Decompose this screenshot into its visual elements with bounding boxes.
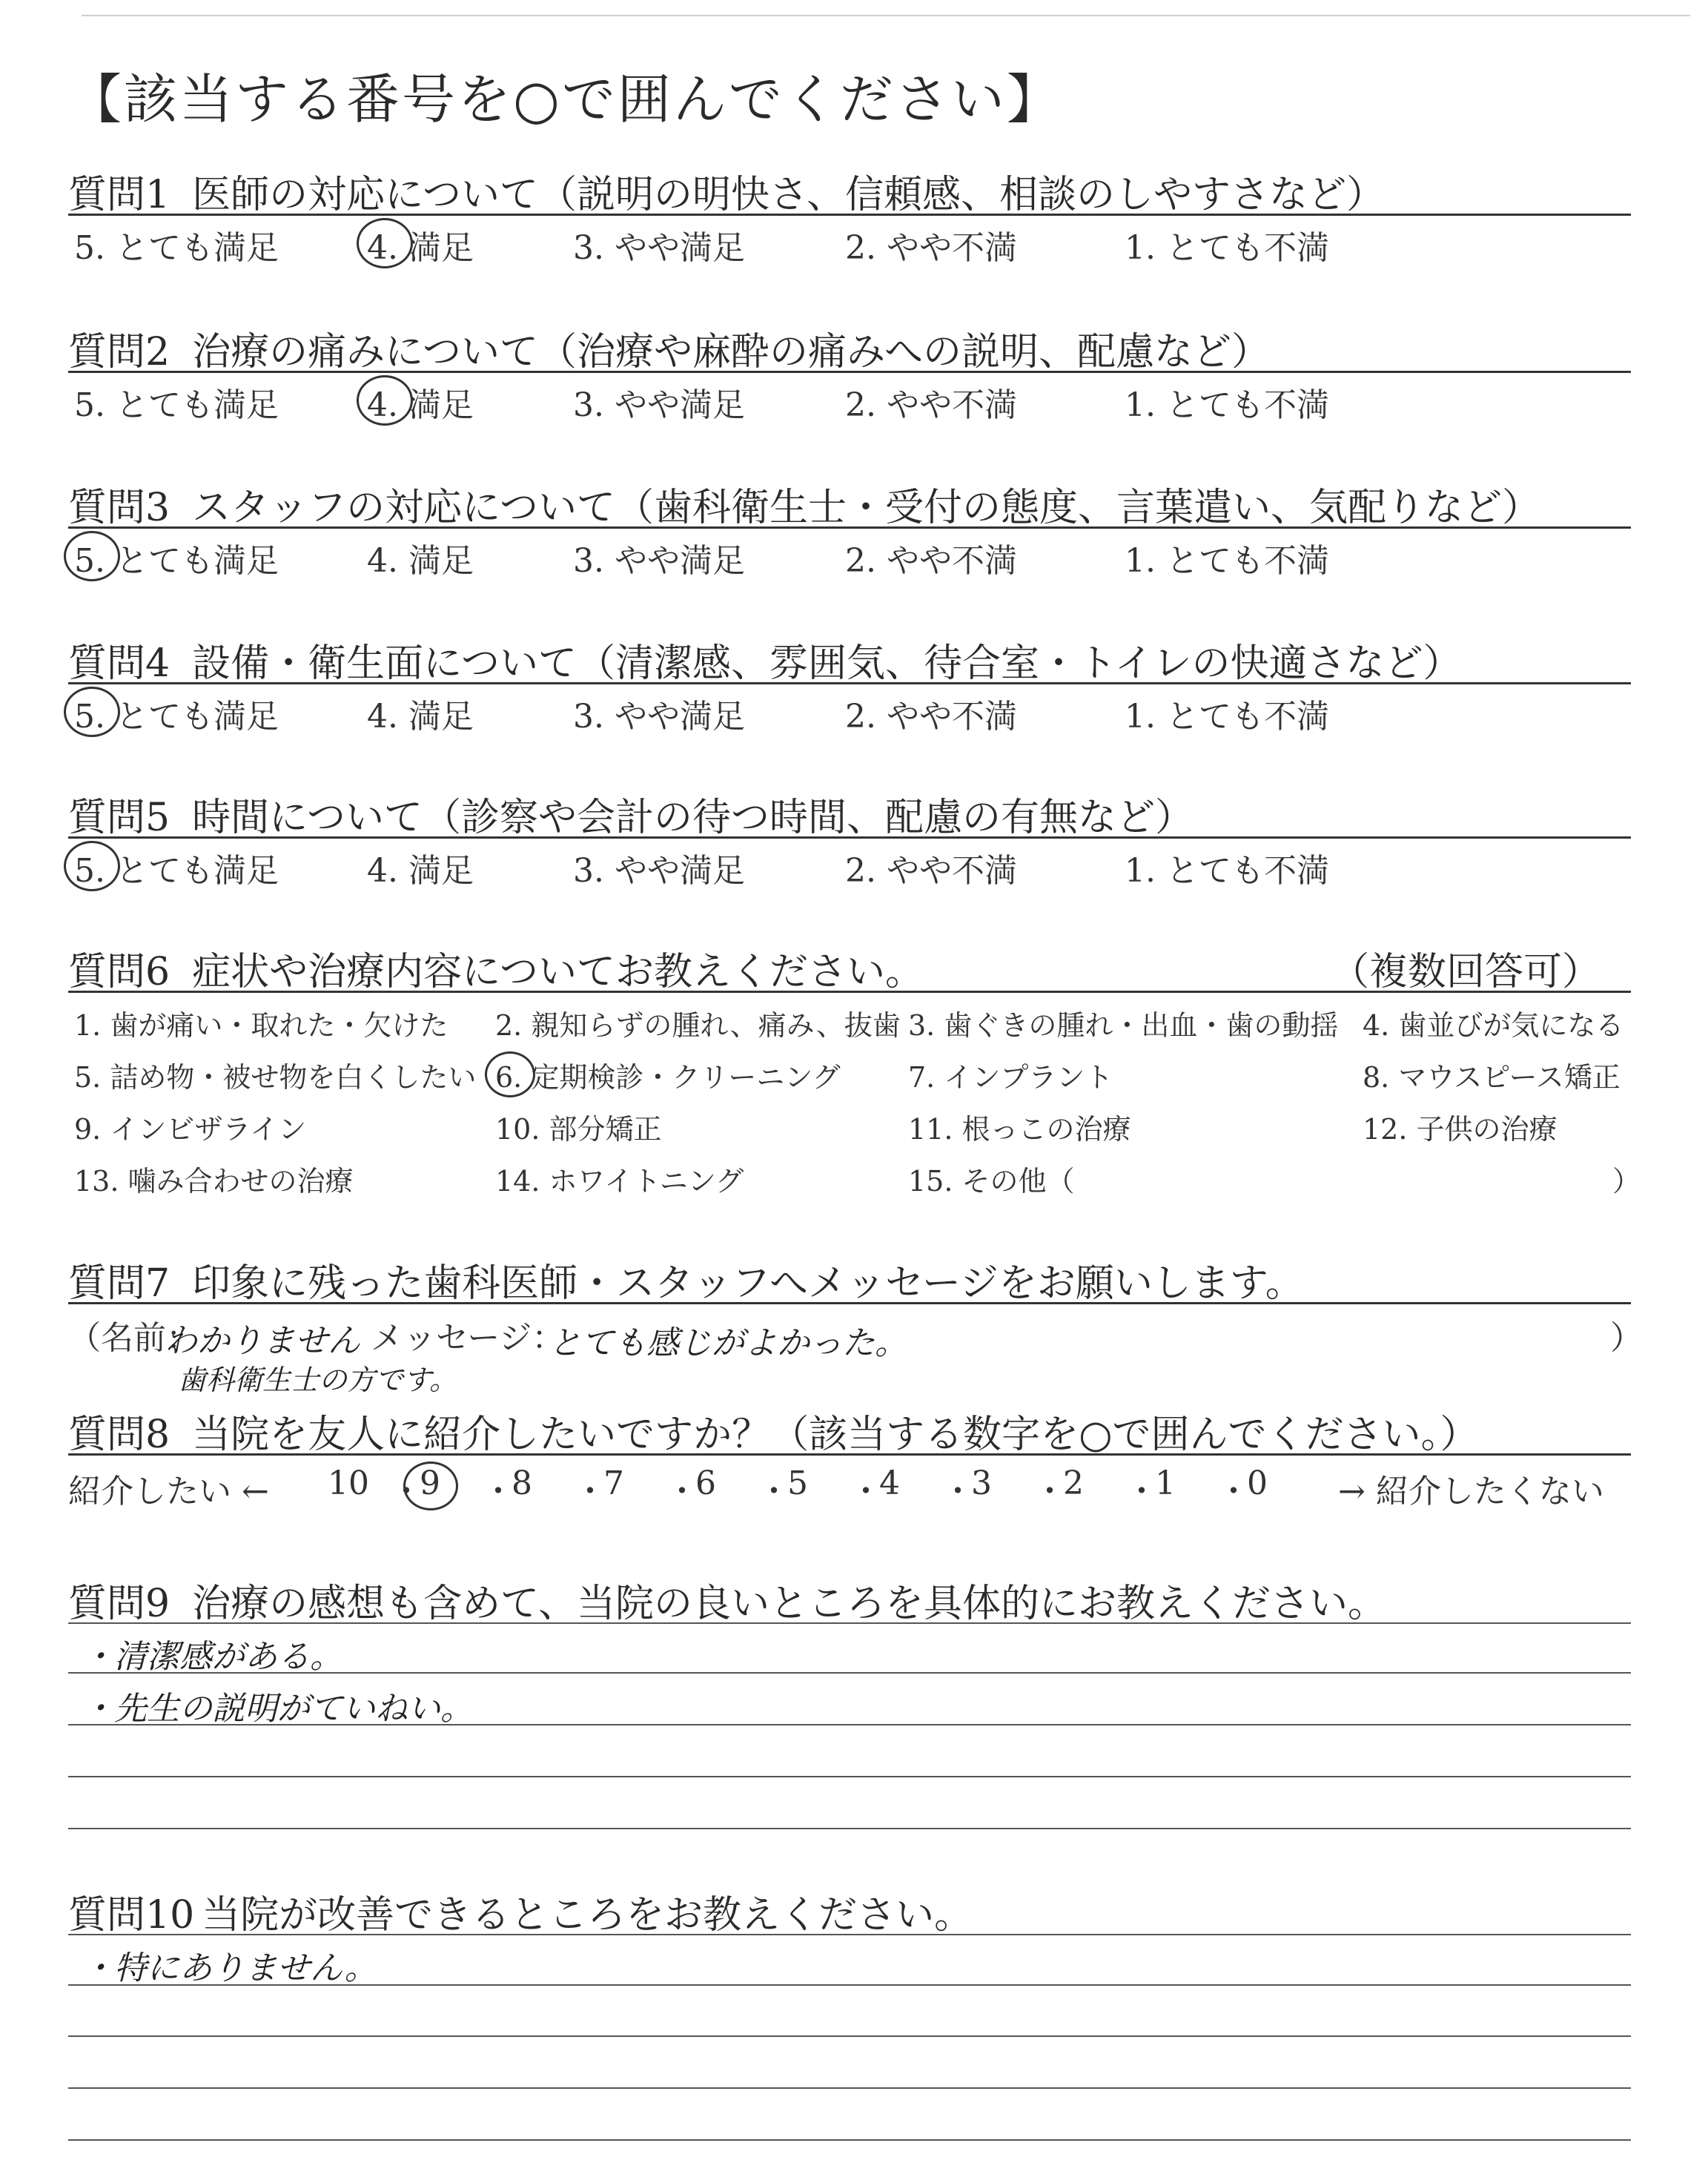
q7-name-value[interactable]: わかりません (165, 1322, 360, 1360)
q7-name-label: （名前： (68, 1319, 199, 1357)
q4-rule (68, 682, 1631, 684)
q7-close-paren: ） (1610, 1319, 1643, 1357)
q6-option-13[interactable]: 13. 噛み合わせの治療 (74, 1165, 354, 1198)
q8-scale-separator: ・ (390, 1473, 423, 1510)
q10-line-3 (68, 2035, 1631, 2037)
q3-rule (68, 526, 1631, 529)
q10-line-1 (68, 1934, 1631, 1935)
q7-name-value-2[interactable]: 歯科衛生士の方です。 (178, 1364, 457, 1396)
q5-number: 質問5 (68, 796, 171, 840)
q5-rule (68, 836, 1631, 839)
q8-scale-1[interactable]: 1 (1155, 1464, 1176, 1502)
q2-option-3[interactable]: 3. やや満足 (573, 386, 745, 424)
q7-text: 印象に残った歯科医師・スタッフへメッセージをお願いします。 (192, 1261, 1304, 1306)
q6-option-5[interactable]: 5. 詰め物・被せ物を白くしたい (74, 1061, 477, 1094)
q6-option-9[interactable]: 9. インビザライン (74, 1113, 307, 1146)
form-heading: 【該当する番号を○で囲んでください】 (68, 68, 1062, 131)
q6-option-7[interactable]: 7. インプラント (908, 1061, 1113, 1094)
q8-scale-5[interactable]: 5 (787, 1464, 808, 1502)
q8-scale-separator: ・ (1125, 1473, 1158, 1510)
q6-option-4[interactable]: 4. 歯並びが気になる (1363, 1009, 1624, 1042)
q4-selection-circle (64, 687, 120, 737)
q3-number: 質問3 (68, 486, 171, 530)
top-border (82, 15, 1690, 16)
q2-option-5[interactable]: 5. とても満足 (74, 386, 279, 424)
q3-option-2[interactable]: 2. やや不満 (845, 542, 1017, 580)
q6-option-2[interactable]: 2. 親知らずの腫れ、痛み、抜歯 (495, 1009, 901, 1042)
q6-option-11[interactable]: 11. 根っこの治療 (908, 1113, 1131, 1146)
q8-scale-0[interactable]: 0 (1247, 1464, 1268, 1502)
q8-scale-10[interactable]: 10 (328, 1464, 369, 1502)
q1-selection-circle (357, 218, 413, 268)
q4-option-3[interactable]: 3. やや満足 (573, 698, 745, 736)
q10-number: 質問10 (68, 1893, 195, 1938)
q8-scale-8[interactable]: 8 (512, 1464, 532, 1502)
q2-option-2[interactable]: 2. やや不満 (845, 386, 1017, 424)
q7-number: 質問7 (68, 1261, 171, 1306)
q8-scale-separator: ・ (574, 1473, 606, 1510)
q5-selection-circle (64, 841, 120, 891)
q4-title (68, 632, 1461, 687)
q4-option-4[interactable]: 4. 満足 (367, 698, 474, 736)
q9-answer-2[interactable]: ・先生の説明がていねい。 (82, 1690, 473, 1728)
q7-title (68, 1252, 1304, 1307)
q4-option-5[interactable]: 5. とても満足 (74, 698, 279, 736)
q2-option-1[interactable]: 1. とても不満 (1125, 386, 1329, 424)
q2-rule (68, 371, 1631, 373)
q6-number: 質問6 (68, 950, 171, 994)
q3-option-3[interactable]: 3. やや満足 (573, 542, 745, 580)
q8-number: 質問8 (68, 1413, 171, 1457)
q3-text: スタッフの対応について（歯科衛生士・受付の態度、言葉遣い、気配りなど） (192, 486, 1541, 530)
q6-option-8[interactable]: 8. マウスピース矯正 (1363, 1061, 1621, 1094)
q7-message-label: メッセージ： (371, 1319, 565, 1357)
q5-option-3[interactable]: 3. やや満足 (573, 852, 745, 890)
q3-selection-circle (64, 531, 120, 581)
q6-option-14[interactable]: 14. ホワイトニング (495, 1165, 744, 1198)
q1-option-1[interactable]: 1. とても不満 (1125, 229, 1329, 267)
q9-title (68, 1572, 1386, 1628)
q8-rule (68, 1453, 1631, 1456)
q5-option-1[interactable]: 1. とても不満 (1125, 852, 1329, 890)
q2-text: 治療の痛みについて（治療や麻酔の痛みへの説明、配慮など） (192, 330, 1271, 374)
q8-selection-circle (403, 1462, 458, 1510)
q6-option-12[interactable]: 12. 子供の治療 (1363, 1113, 1558, 1146)
q8-right-label: → 紹介したくない (1338, 1473, 1604, 1510)
q3-option-5[interactable]: 5. とても満足 (74, 542, 279, 580)
q5-option-5[interactable]: 5. とても満足 (74, 852, 279, 890)
q1-option-2[interactable]: 2. やや不満 (845, 229, 1017, 267)
q9-number: 質問9 (68, 1582, 171, 1626)
q8-scale-3[interactable]: 3 (971, 1464, 992, 1502)
q4-text: 設備・衛生面について（清潔感、雰囲気、待合室・トイレの快適さなど） (192, 641, 1462, 686)
q10-title (68, 1883, 973, 1939)
q4-option-1[interactable]: 1. とても不満 (1125, 698, 1329, 736)
q8-scale-separator: ・ (941, 1473, 974, 1510)
q6-option-3[interactable]: 3. 歯ぐきの腫れ・出血・歯の動揺 (908, 1009, 1339, 1042)
q2-selection-circle (357, 375, 413, 426)
q4-number: 質問4 (68, 641, 171, 686)
q8-scale-separator: ・ (666, 1473, 698, 1510)
q6-rule (68, 991, 1631, 993)
q5-title (68, 786, 1194, 842)
q7-rule (68, 1302, 1631, 1304)
q6-text: 症状や治療内容についてお教えください。 (192, 950, 924, 994)
q1-option-5[interactable]: 5. とても満足 (74, 229, 279, 267)
q8-scale-6[interactable]: 6 (695, 1464, 716, 1502)
q1-title (68, 163, 1385, 219)
q8-scale-2[interactable]: 2 (1063, 1464, 1084, 1502)
q3-option-1[interactable]: 1. とても不満 (1125, 542, 1329, 580)
q7-message-value[interactable]: とても感じがよかった。 (549, 1324, 907, 1362)
q9-line-4 (68, 1776, 1631, 1777)
q5-option-4[interactable]: 4. 満足 (367, 852, 474, 890)
q6-title (68, 940, 924, 996)
q1-option-3[interactable]: 3. やや満足 (573, 229, 745, 267)
q1-number: 質問1 (68, 173, 171, 217)
q9-text: 治療の感想も含めて、当院の良いところを具体的にお教えください。 (192, 1582, 1387, 1626)
q9-line-5 (68, 1828, 1631, 1829)
q2-number: 質問2 (68, 330, 171, 374)
q8-scale-separator: ・ (850, 1473, 882, 1510)
q1-option-4[interactable]: 4. 満足 (367, 229, 474, 267)
q8-scale-4[interactable]: 4 (879, 1464, 900, 1502)
q6-note: （複数回答可） (1330, 950, 1601, 994)
q5-option-2[interactable]: 2. やや不満 (845, 852, 1017, 890)
q9-line-1 (68, 1622, 1631, 1624)
q6-option-1[interactable]: 1. 歯が痛い・取れた・欠けた (74, 1009, 448, 1042)
q8-scale-separator: ・ (758, 1473, 790, 1510)
q10-line-5 (68, 2139, 1631, 2141)
q8-scale-separator: ・ (1217, 1473, 1250, 1510)
q8-left-label: 紹介したい ← (68, 1473, 269, 1510)
q8-scale-9[interactable]: 9 (420, 1464, 440, 1502)
q10-line-4 (68, 2087, 1631, 2089)
q4-option-2[interactable]: 2. やや不満 (845, 698, 1017, 736)
q1-rule (68, 214, 1631, 216)
q8-scale-separator: ・ (1033, 1473, 1066, 1510)
q8-text: 当院を友人に紹介したいですか？（該当する数字を○で囲んでください。） (192, 1413, 1479, 1457)
q3-option-4[interactable]: 4. 満足 (367, 542, 474, 580)
q8-scale-7[interactable]: 7 (603, 1464, 624, 1502)
q2-title (68, 320, 1270, 376)
q5-text: 時間について（診察や会計の待つ時間、配慮の有無など） (192, 796, 1194, 840)
q8-scale-separator: ・ (482, 1473, 514, 1510)
q6-option-15[interactable]: 15. その他（ (908, 1165, 1075, 1198)
q6-other-close-paren: ） (1612, 1165, 1641, 1198)
q6-selection-circle (485, 1051, 535, 1097)
q3-title (68, 476, 1540, 532)
q10-answer-1[interactable]: ・特にありません。 (82, 1949, 377, 1987)
q9-answer-1[interactable]: ・清潔感がある。 (82, 1638, 342, 1676)
q8-title (68, 1403, 1478, 1459)
q10-text: 当院が改善できるところをお教えください。 (202, 1893, 973, 1938)
q1-text: 医師の対応について（説明の明快さ、信頼感、相談のしやすさなど） (192, 173, 1385, 217)
q6-option-6[interactable]: 6. 定期検診・クリーニング (495, 1061, 841, 1094)
q6-option-10[interactable]: 10. 部分矯正 (495, 1113, 662, 1146)
q2-option-4[interactable]: 4. 満足 (367, 386, 474, 424)
